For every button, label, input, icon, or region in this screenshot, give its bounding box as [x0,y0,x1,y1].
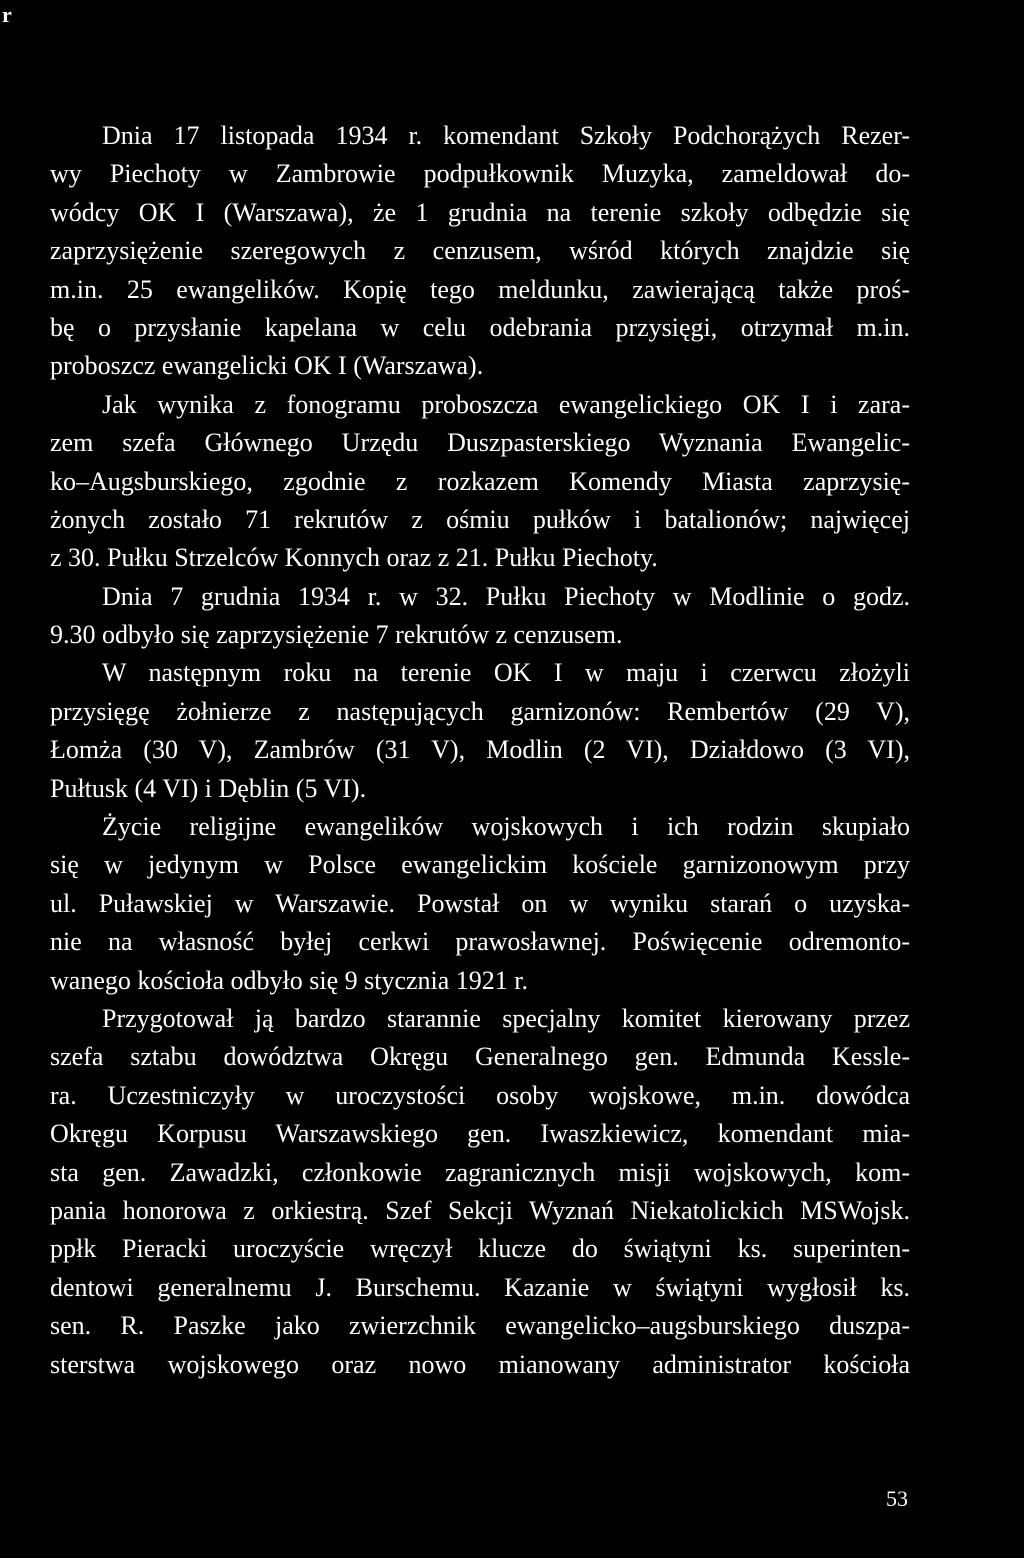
text-line: Łomża (30 V), Zambrów (31 V), Modlin (2 VI), Działdowo (3 VI), [50,735,910,765]
text-line: Dnia 17 listopada 1934 r. komendant Szkoły Podchorążych Rezer- [102,121,910,150]
text-line: szefa sztabu dowództwa Okręgu Generalnego gen. Edmunda Kessle- [50,1042,910,1072]
text-line: dentowi generalnemu J. Burschemu. Kazanie w świątyni wygłosił ks. [50,1272,910,1302]
text-line: przysięgę żołnierze z następujących garnizonów: Rembertów (29 V), [50,696,910,726]
text-line: 9.30 odbyło się zaprzysiężenie 7 rekrutów z cenzusem. [50,620,623,650]
text-line: się w jedynym w Polsce ewangelickim kościele garnizonowym przy [50,850,910,880]
page-text [50,117,910,1384]
text-line: wódcy OK I (Warszawa), że 1 grudnia na terenie szkoły odbędzie się [50,197,910,227]
text-line: ko–Augsburskiego, zgodnie z rozkazem Komendy Miasta zaprzysię- [50,466,910,496]
text-line: Okręgu Korpusu Warszawskiego gen. Iwaszkiewicz, komendant mia- [50,1119,910,1149]
text-line: zem szefa Głównego Urzędu Duszpasterskiego Wyznania Ewangelic- [50,428,910,458]
text-line: sen. R. Paszke jako zwierzchnik ewangelicko–augsburskiego duszpa- [50,1311,910,1341]
text-line: Życie religijne ewangelików wojskowych i ich rodzin skupiało [102,812,910,842]
text-line: Przygotował ją bardzo starannie specjalny komitet kierowany przez [102,1003,910,1033]
text-line: Pułtusk (4 VI) i Dęblin (5 VI). [50,773,367,803]
page-number: 53 [886,1486,908,1511]
text-line: ul. Puławskiej w Warszawie. Powstał on w wyniku starań o uzyska- [50,888,910,918]
text-line: wanego kościoła odbyło się 9 stycznia 1921 r. [50,965,529,995]
text-line: z 30. Pułku Strzelców Konnych oraz z 21. Pułku Piechoty. [50,543,658,573]
text-line: zaprzysiężenie szeregowych z cenzusem, wśród których znajdzie się [50,236,910,266]
text-line: W następnym roku na terenie OK I w maju i czerwcu złożyli [102,658,910,688]
text-line: pania honorowa z orkiestrą. Szef Sekcji Wyznań Niekatolickich MSWojsk. [50,1195,910,1225]
text-line: proboszcz ewangelicki OK I (Warszawa). [50,351,484,381]
text-line: m.in. 25 ewangelików. Kopię tego meldunku, zawierającą także proś- [50,274,910,304]
text-line: sta gen. Zawadzki, członkowie zagranicznych misji wojskowych, kom- [50,1157,910,1187]
corner-mark: r [2,2,12,27]
text-line: sterstwa wojskowego oraz nowo mianowany administrator kościoła [50,1349,910,1379]
text-line: wy Piechoty w Zambrowie podpułkownik Muzyka, zameldował do- [50,159,910,189]
text-line: bę o przysłanie kapelana w celu odebrania przysięgi, otrzymał m.in. [50,312,910,342]
text-line: ra. Uczestniczyły w uroczystości osoby wojskowe, m.in. dowódca [50,1080,910,1110]
text-line: ppłk Pieracki uroczyście wręczył klucze do świątyni ks. superinten- [50,1234,910,1264]
text-line: Jak wynika z fonogramu proboszcza ewangelickiego OK I i zara- [102,389,910,419]
text-line: Dnia 7 grudnia 1934 r. w 32. Pułku Piechoty w Modlinie o godz. [102,581,910,611]
text-line: żonych zostało 71 rekrutów z ośmiu pułków i batalionów; najwięcej [50,504,910,534]
text-line: nie na własność byłej cerkwi prawosławnej. Poświęcenie odremonto- [50,927,910,957]
